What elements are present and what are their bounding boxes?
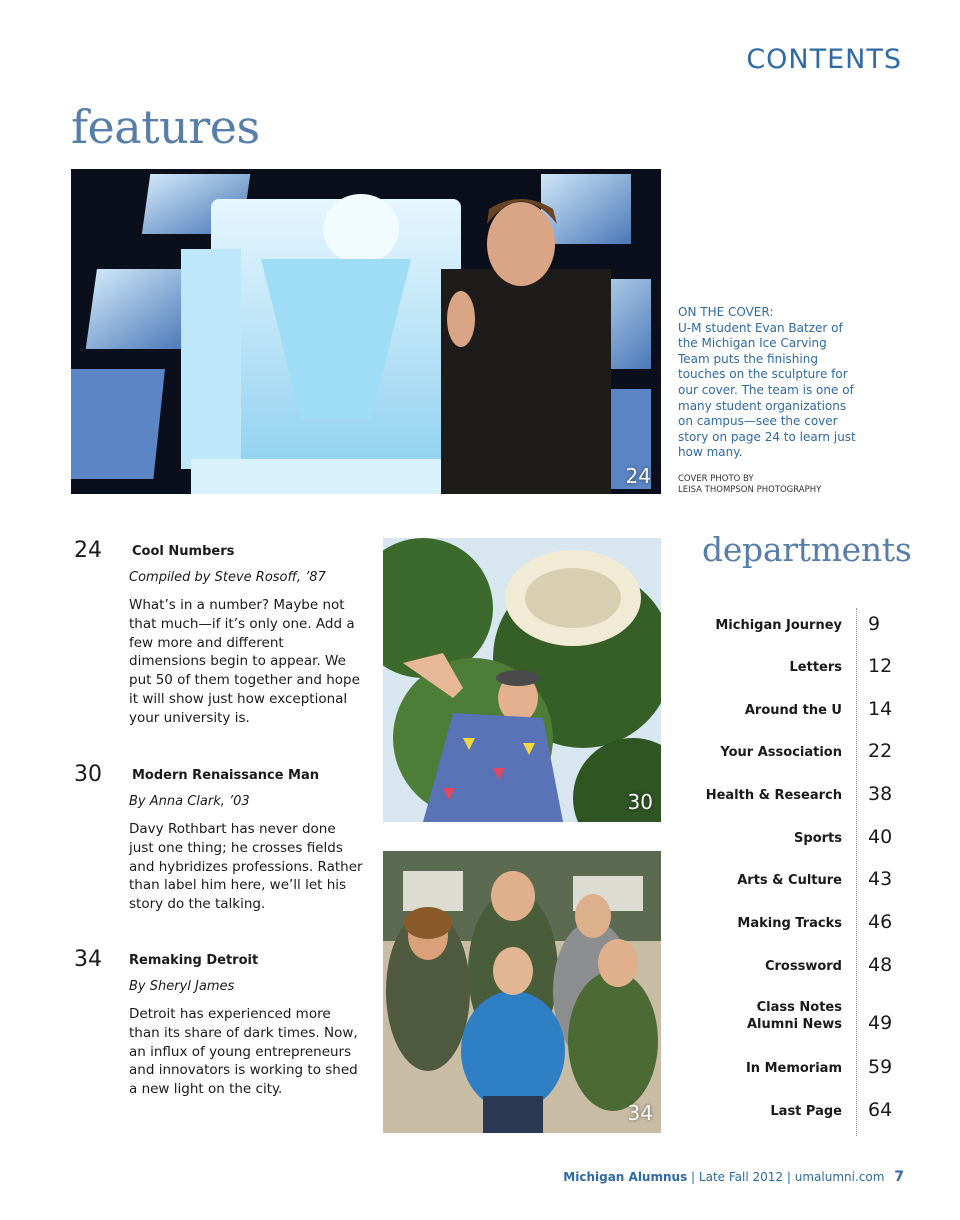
- feature-title: Remaking Detroit: [129, 953, 259, 968]
- department-page: 64: [868, 1099, 893, 1121]
- department-page: 38: [868, 783, 893, 805]
- department-item[interactable]: [680, 1043, 900, 1083]
- section-label: CONTENTS: [746, 44, 902, 75]
- department-page: 43: [868, 868, 893, 890]
- department-item[interactable]: [680, 642, 900, 682]
- department-item[interactable]: [680, 898, 900, 938]
- feature-byline: Compiled by Steve Rosoff, ’87: [129, 570, 326, 585]
- feature-title: Modern Renaissance Man: [132, 768, 320, 783]
- frisbee-image: [383, 538, 661, 822]
- footer: [563, 1169, 904, 1185]
- feature-page-number: 30: [74, 762, 102, 787]
- feature-byline: By Sheryl James: [129, 979, 235, 994]
- feature-blurb: What’s in a number? Maybe not that much—if it’s only one. Add a few more and different dimensions begin to appear. We put 50 of them together and hope it will show just how exceptional your university is.: [129, 597, 360, 726]
- department-page: 14: [868, 698, 893, 720]
- feature-item[interactable]: [74, 762, 364, 922]
- cover-photo: [71, 169, 661, 494]
- cover-page-number: 24: [625, 464, 651, 488]
- feature-item[interactable]: [74, 538, 364, 738]
- department-label: Around the U: [744, 703, 842, 718]
- departments-heading: departments: [702, 530, 912, 569]
- cover-caption: [678, 305, 858, 461]
- department-page: 40: [868, 826, 893, 848]
- department-page: 49: [868, 1012, 893, 1034]
- cover-credit-line1: COVER PHOTO BY: [678, 474, 754, 484]
- footer-website[interactable]: umalumni.com: [794, 1170, 885, 1184]
- frisbee-photo: [383, 538, 661, 822]
- department-page: 22: [868, 740, 893, 762]
- group-photo-number: 34: [627, 1101, 653, 1125]
- feature-blurb: Detroit has experienced more than its share of dark times. Now, an influx of young entrepreneurs and innovators is working to shed a new light on the city.: [129, 1006, 358, 1098]
- department-item[interactable]: [680, 999, 900, 1039]
- footer-separator: |: [691, 1170, 696, 1184]
- department-item[interactable]: [680, 770, 900, 810]
- department-label: Your Association: [720, 745, 842, 760]
- department-page: 48: [868, 954, 893, 976]
- department-label: Letters: [789, 660, 842, 675]
- feature-item[interactable]: [74, 947, 364, 1107]
- cover-credit-line2: LEISA THOMPSON PHOTOGRAPHY: [678, 485, 822, 495]
- group-image: [383, 851, 661, 1133]
- department-page: 59: [868, 1056, 893, 1078]
- department-label: Last Page: [770, 1104, 842, 1119]
- group-photo: [383, 851, 661, 1133]
- footer-page-number: 7: [894, 1169, 904, 1185]
- cover-credit: [678, 474, 878, 496]
- department-label: Health & Research: [705, 788, 842, 803]
- department-item[interactable]: [680, 813, 900, 853]
- cover-caption-heading: ON THE COVER:: [678, 305, 774, 319]
- department-label: Michigan Journey: [715, 618, 842, 633]
- feature-page-number: 34: [74, 947, 102, 972]
- department-label: Crossword: [764, 959, 842, 974]
- department-label: In Memoriam: [745, 1061, 842, 1076]
- features-heading: features: [71, 100, 260, 154]
- footer-publication: Michigan Alumnus: [563, 1170, 688, 1184]
- department-label: Class Notes Alumni News: [747, 1000, 842, 1032]
- cover-caption-text: U-M student Evan Batzer of the Michigan Ice Carving Team puts the finishing touches on the sculpture for our cover. The team is one of many student organizations on campus—see the cover story on page 24 to learn just how many.: [678, 320, 856, 460]
- department-label: Arts & Culture: [737, 873, 842, 888]
- department-item[interactable]: [680, 855, 900, 895]
- feature-title: Cool Numbers: [132, 544, 235, 559]
- department-page: 12: [868, 655, 893, 677]
- department-item[interactable]: [680, 941, 900, 981]
- department-item[interactable]: [680, 1086, 900, 1126]
- department-item[interactable]: [680, 600, 900, 640]
- feature-page-number: 24: [74, 538, 102, 563]
- feature-blurb: Davy Rothbart has never done just one thing; he crosses fields and hybridizes professions. Rather than label him here, we’ll let his story do the talking.: [129, 821, 363, 913]
- ice-sculpture-image: [71, 169, 661, 494]
- department-page: 46: [868, 911, 893, 933]
- department-page: 9: [868, 613, 881, 635]
- department-label: Making Tracks: [737, 916, 842, 931]
- department-item[interactable]: [680, 727, 900, 767]
- department-label: Sports: [794, 831, 842, 846]
- footer-separator: |: [786, 1170, 791, 1184]
- department-item[interactable]: [680, 685, 900, 725]
- footer-issue: Late Fall 2012: [698, 1170, 784, 1184]
- frisbee-photo-number: 30: [627, 790, 653, 814]
- feature-byline: By Anna Clark, ’03: [129, 794, 250, 809]
